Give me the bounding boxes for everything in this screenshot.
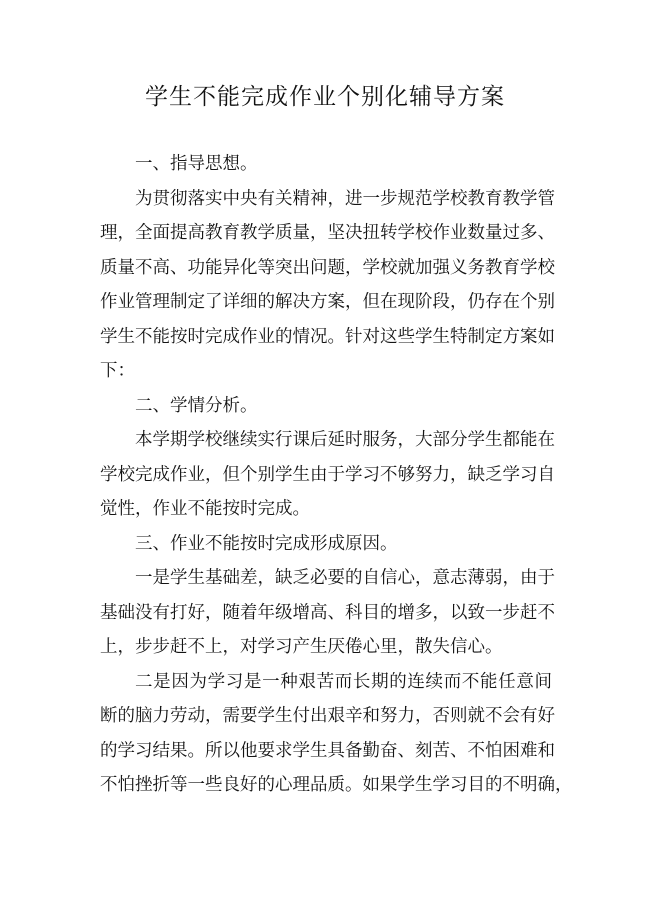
paragraph-continuation xyxy=(100,458,555,527)
text-line: 三、作业不能按时完成形成原因。 xyxy=(135,533,398,554)
text-line: 学校完成作业，但个别学生由于学习不够努力，缺乏学习自 xyxy=(100,464,555,485)
paragraph-continuation xyxy=(100,699,573,803)
text-line: 为贯彻落实中央有关精神，进一步规范学校教育教学管 xyxy=(135,188,555,209)
text-line: 学生不能按时完成作业的情况。针对这些学生特制定方案如 xyxy=(100,326,555,347)
paragraph xyxy=(100,665,552,700)
text-line: 不怕挫折等一些良好的心理品质。如果学生学习目的不明确， xyxy=(100,775,573,795)
text-line: 本学期学校继续实行课后延时服务，大部分学生都能在 xyxy=(135,430,555,450)
document-title: 学生不能完成作业个别化辅导方案 xyxy=(145,84,505,110)
text-line: 基础没有打好，随着年级增高、科目的增多，以致一步赶不 xyxy=(100,602,555,623)
text-line: 二、学情分析。 xyxy=(135,395,258,416)
document-body xyxy=(100,147,573,803)
paragraph xyxy=(100,561,555,596)
text-line: 觉性，作业不能按时完成。 xyxy=(100,499,310,519)
paragraph xyxy=(100,182,555,217)
text-line: 一、指导思想。 xyxy=(135,154,258,174)
text-line: 一是学生基础差，缺乏必要的自信心，意志薄弱，由于 xyxy=(135,568,555,588)
text-line: 的学习结果。所以他要求学生具备勤奋、刻苦、不怕困难和 xyxy=(100,740,555,761)
text-line: 二是因为学习是一种艰苦而长期的连续而不能任意间 xyxy=(135,671,552,692)
paragraph-continuation xyxy=(100,216,555,389)
section-heading xyxy=(100,147,552,182)
paragraph xyxy=(100,423,555,458)
text-line: 断的脑力劳动，需要学生付出艰辛和努力，否则就不会有好 xyxy=(100,706,555,726)
paragraph-continuation xyxy=(100,596,555,665)
section-heading xyxy=(100,527,552,562)
text-line: 理，全面提高教育教学质量，坚决扭转学校作业数量过多、 xyxy=(100,223,555,243)
section-heading xyxy=(100,389,552,424)
text-line: 作业管理制定了详细的解决方案，但在现阶段，仍存在个别 xyxy=(100,292,555,312)
text-line: 质量不高、功能异化等突出问题，学校就加强义务教育学校 xyxy=(100,257,555,278)
text-line: 下： xyxy=(100,361,135,381)
text-line: 上，步步赶不上，对学习产生厌倦心里，散失信心。 xyxy=(100,637,503,657)
